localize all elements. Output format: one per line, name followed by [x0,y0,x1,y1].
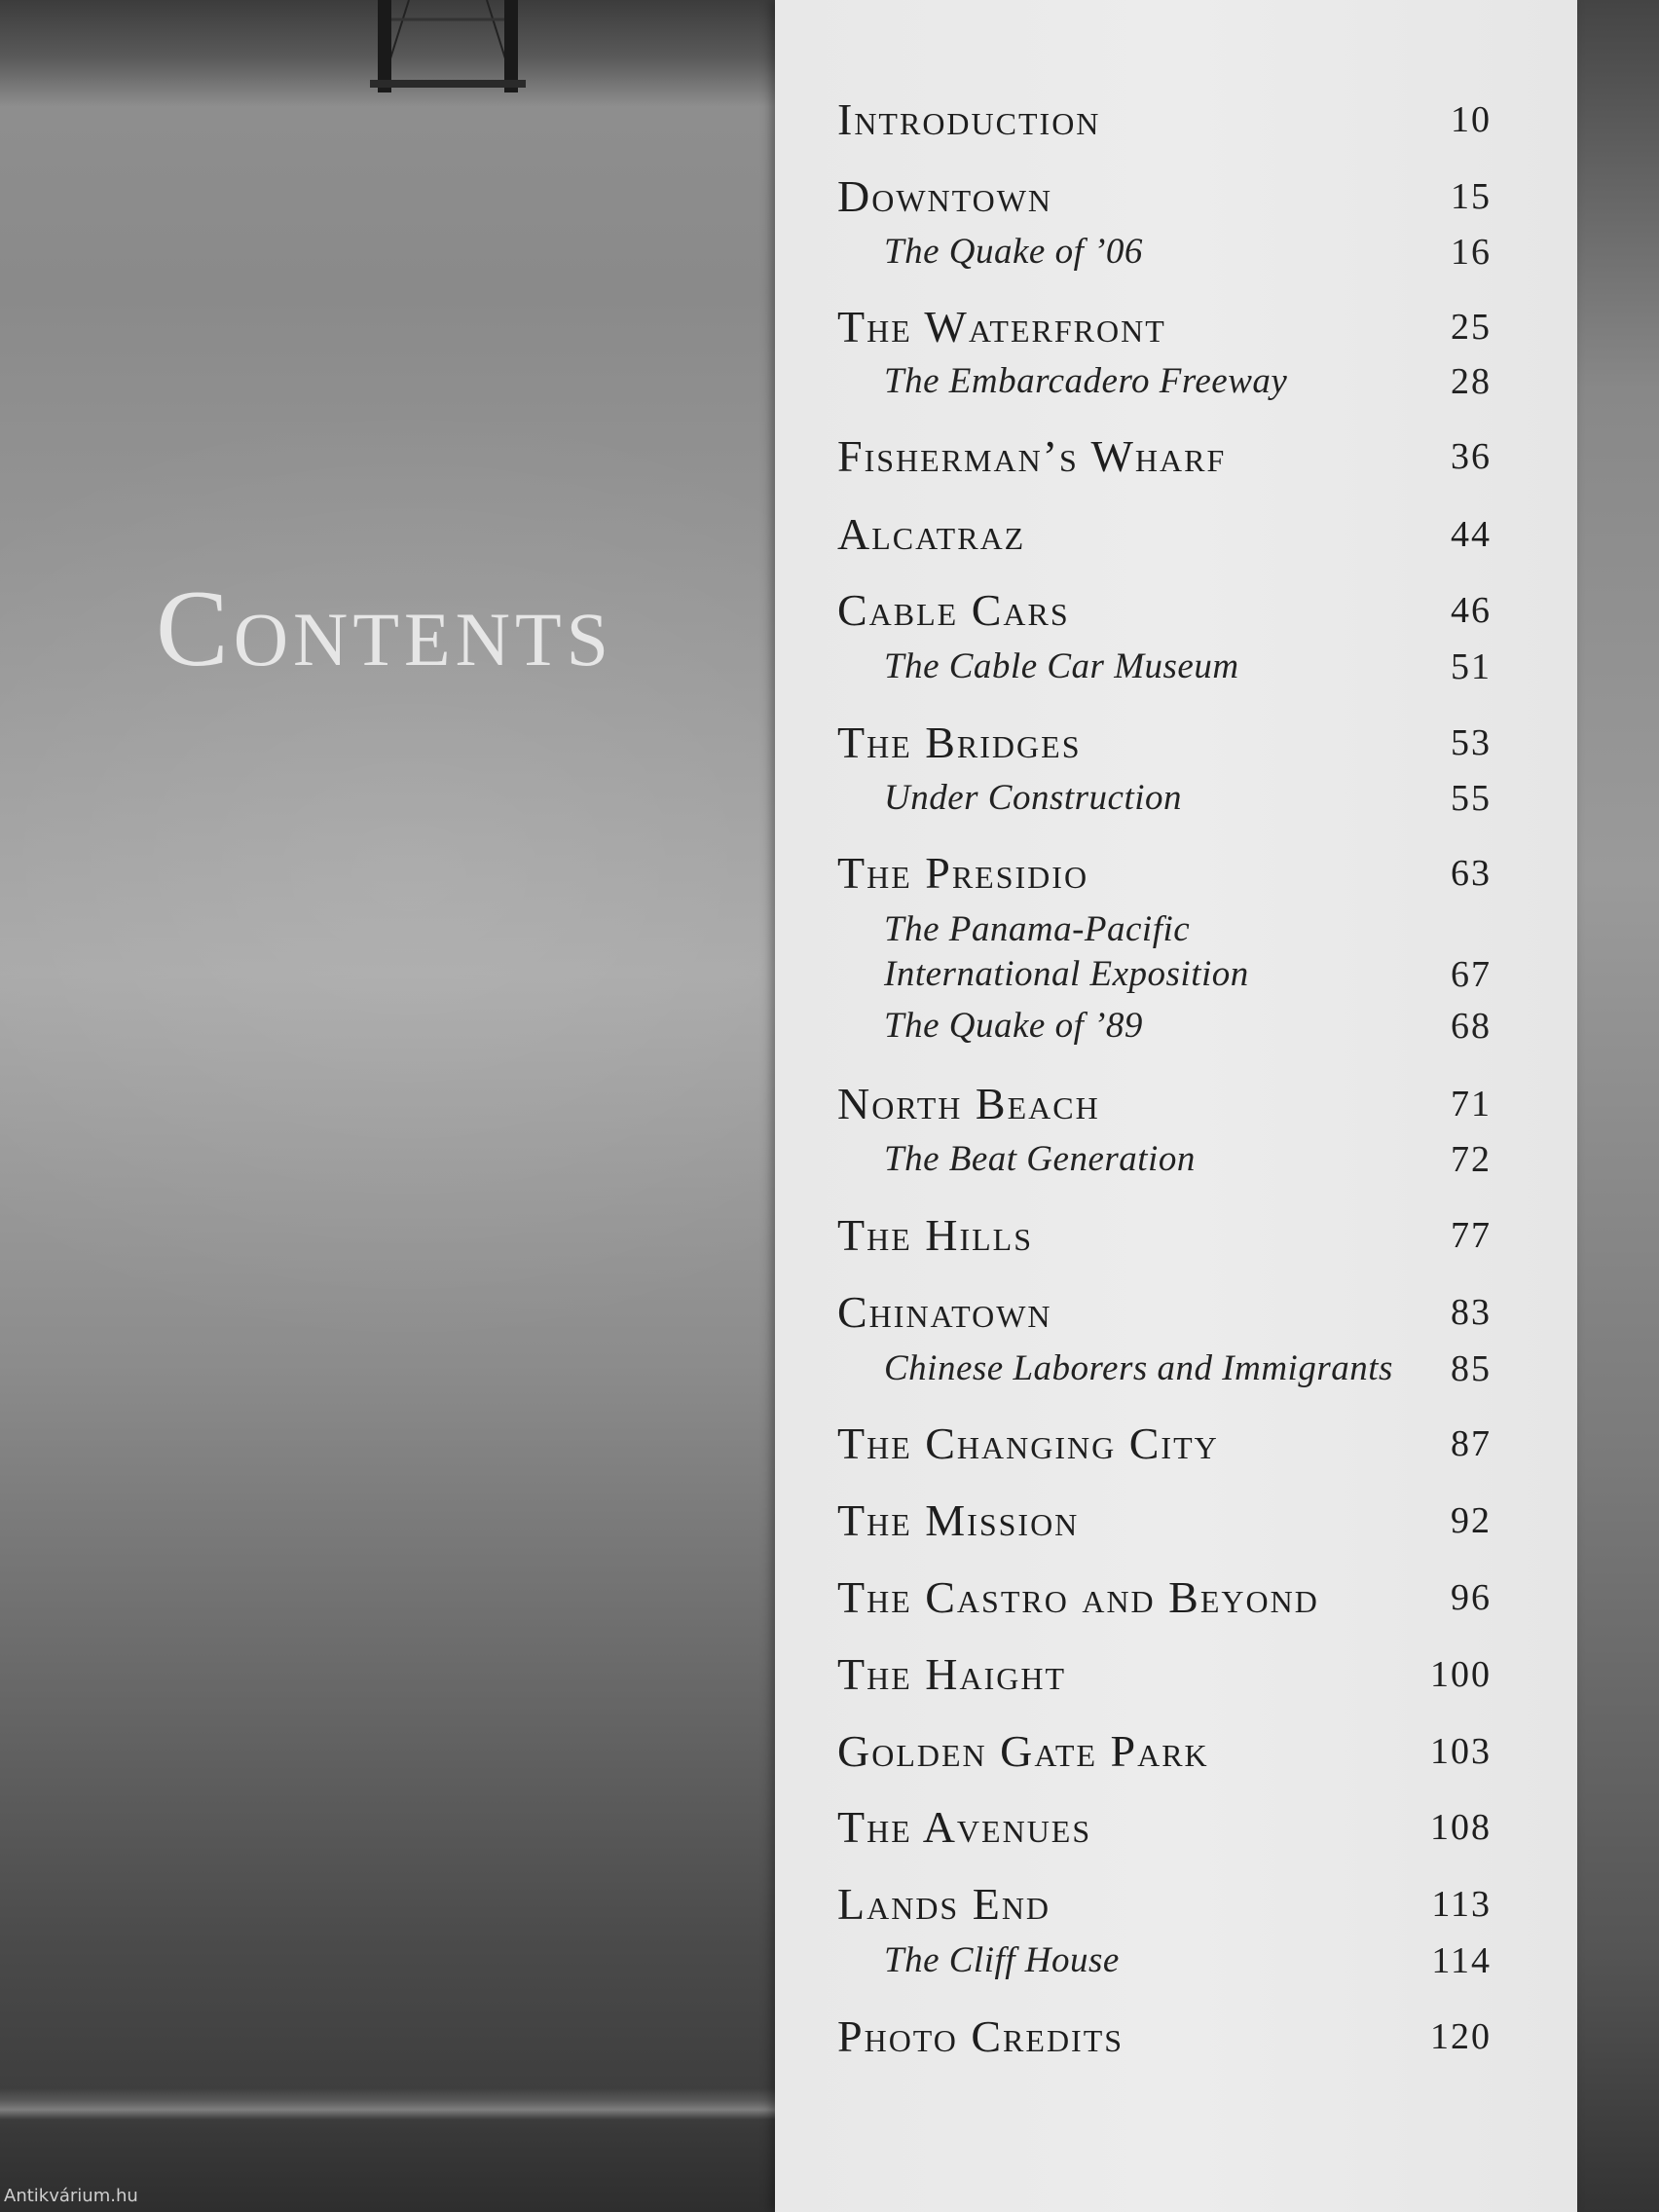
toc-entry-page: 15 [1451,176,1492,217]
toc-subentry [884,1938,1492,1983]
toc-entry-title: Photo Credits [837,2011,1124,2061]
toc-subentry [884,1346,1492,1391]
toc-subentry [884,645,1492,689]
toc-entry-title: The Changing City [837,1419,1219,1468]
toc-subentry-page: 67 [1451,954,1492,995]
toc-entry [837,1079,1492,1129]
toc-subentry-title: The Beat Generation [884,1139,1196,1179]
toc-entry [837,431,1492,482]
toc-entry-title: The Presidio [837,848,1089,898]
toc-entry [837,1210,1492,1261]
toc-subentry-page: 55 [1451,778,1492,819]
toc-subentry-title: The Cable Car Museum [884,646,1239,686]
toc-entry [837,171,1492,222]
toc-entry-title: Introduction [837,94,1101,144]
toc-subentry-page: 16 [1451,232,1492,273]
toc-entry-page: 96 [1451,1577,1492,1618]
toc-entry-page: 36 [1451,436,1492,477]
toc-entry-page: 10 [1451,99,1492,140]
toc-subentry [884,776,1492,821]
toc-entry-page: 87 [1451,1423,1492,1464]
toc-entry-page: 120 [1430,2016,1492,2057]
toc-subentry [884,1004,1492,1049]
toc-entry [837,1649,1492,1700]
toc-subentry-title: Under Construction [884,778,1183,818]
toc-entry [837,718,1492,768]
bridge-tower-icon [370,0,526,92]
toc-subentry [884,907,1492,997]
toc-entry-title: Fisherman’s Wharf [837,431,1227,481]
toc-entry-page: 108 [1430,1807,1492,1848]
toc-subentry-page: 85 [1451,1348,1492,1389]
toc-entry [837,94,1492,145]
toc-entry-page: 63 [1451,853,1492,894]
toc-subentry-title: The Quake of ’89 [884,1006,1143,1046]
toc-entry-title: The Haight [837,1649,1067,1699]
toc-subentry-page: 68 [1451,1006,1492,1047]
toc-entry [837,1495,1492,1546]
toc-entry-title: Cable Cars [837,585,1070,635]
toc-entry [837,1802,1492,1853]
toc-entry-page: 113 [1431,1884,1492,1925]
toc-entry [837,1726,1492,1777]
toc-entry [837,585,1492,636]
toc-entry-page: 71 [1451,1084,1492,1124]
toc-entry [837,1879,1492,1930]
toc-subentry [884,230,1492,275]
toc-entry [837,848,1492,899]
toc-entry-page: 53 [1451,722,1492,763]
toc-entry [837,1419,1492,1469]
toc-entry-page: 83 [1451,1292,1492,1333]
table-of-contents [775,0,1577,2212]
toc-subentry [884,1137,1492,1182]
toc-entry-title: Chinatown [837,1287,1052,1337]
toc-subentry-title: Chinese Laborers and Immigrants [884,1348,1393,1388]
toc-entry-title: The Waterfront [837,302,1166,351]
shoreline [0,2088,779,2127]
toc-entry-title: Downtown [837,171,1053,221]
toc-subentry-page: 72 [1451,1139,1492,1180]
toc-entry-page: 46 [1451,590,1492,631]
toc-subentry-title: The Panama-Pacific International Exposition [884,909,1249,994]
toc-entry-title: Lands End [837,1879,1051,1929]
toc-subentry-title: The Cliff House [884,1940,1120,1980]
toc-entry [837,302,1492,352]
toc-entry-title: Golden Gate Park [837,1726,1209,1776]
cover-photo [0,0,779,2212]
toc-entry-title: North Beach [837,1079,1100,1128]
toc-entry-title: The Mission [837,1495,1080,1545]
toc-entry-page: 103 [1430,1731,1492,1772]
toc-entry-title: The Hills [837,1210,1034,1260]
toc-entry [837,509,1492,560]
page-title: Contents [156,569,614,689]
toc-entry-page: 77 [1451,1215,1492,1256]
toc-entry-title: The Avenues [837,1802,1092,1852]
toc-entry-title: The Bridges [837,718,1082,767]
toc-subentry-page: 28 [1451,361,1492,402]
toc-entry-page: 25 [1451,307,1492,348]
toc-entry-page: 100 [1430,1654,1492,1695]
photo-edge [1577,0,1659,2212]
toc-subentry-page: 51 [1451,646,1492,687]
toc-entry-page: 92 [1451,1500,1492,1541]
toc-subentry [884,359,1492,404]
toc-entry-title: The Castro and Beyond [837,1572,1319,1622]
toc-subentry-title: The Embarcadero Freeway [884,361,1288,401]
toc-entry-page: 44 [1451,514,1492,555]
toc-entry [837,2011,1492,2062]
toc-entry-title: Alcatraz [837,509,1026,559]
toc-subentry-page: 114 [1431,1940,1492,1981]
watermark: Antikvárium.hu [4,2186,138,2206]
toc-entry [837,1572,1492,1623]
toc-entry [837,1287,1492,1338]
toc-subentry-title: The Quake of ’06 [884,232,1143,272]
